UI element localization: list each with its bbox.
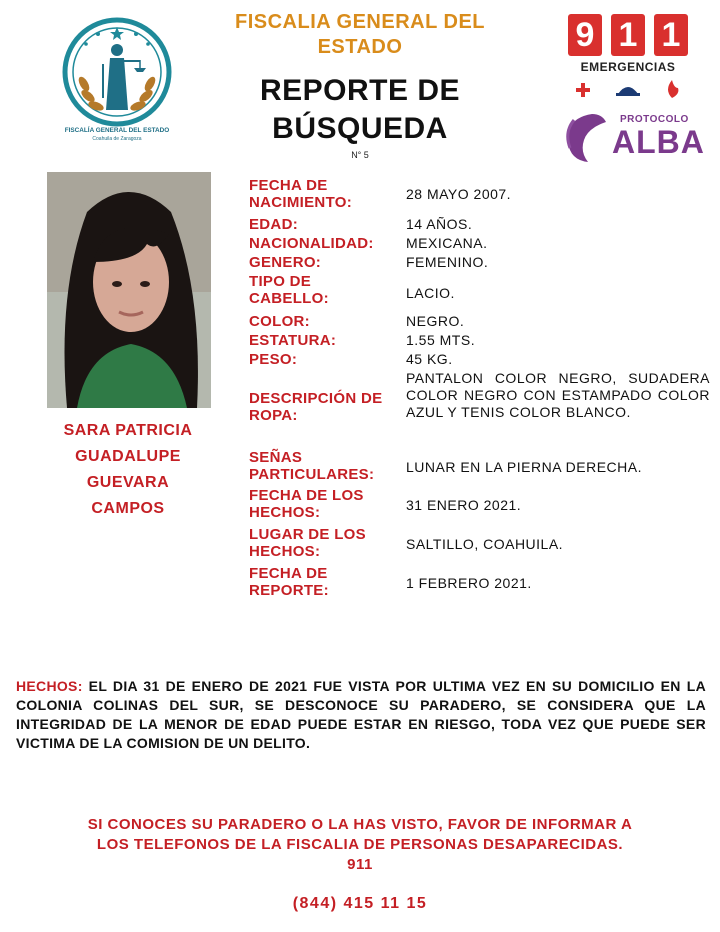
person-name — [30, 418, 226, 522]
detail-value-clothing: PANTALON COLOR NEGRO, SUDADERA COLOR NEGRO CON ESTAMPADO COLOR AZUL Y TENIS COLOR BLANCO. — [406, 370, 710, 420]
report-number: N° 5 — [351, 150, 369, 160]
detail-label-clothing: DESCRIPCIÓN DE ROPA: — [249, 390, 383, 424]
detail-value-age: 14 AÑOS. — [406, 216, 473, 232]
detail-label-report-date: FECHA DE REPORTE: — [249, 565, 329, 599]
detail-value-distinguishing-marks: LUNAR EN LA PIERNA DERECHA. — [406, 459, 643, 475]
detail-value-weight: 45 KG. — [406, 351, 453, 367]
police-cap-icon — [616, 87, 640, 96]
detail-label-event-date: FECHA DE LOS HECHOS: — [249, 487, 364, 521]
seal-text-bottom: Coahuila de Zaragoza — [92, 136, 142, 142]
detail-label-birthdate: FECHA DE NACIMIENTO: — [249, 177, 353, 211]
name-line: SARA PATRICIA — [63, 422, 193, 439]
medical-cross-icon — [576, 83, 590, 97]
report-title: REPORTE DE BÚSQUEDA — [259, 74, 461, 145]
detail-label-gender: GENERO: — [249, 254, 322, 271]
digit-1: 1 — [611, 14, 645, 56]
protocolo-alba-logo — [562, 110, 705, 166]
detail-label-weight: PESO: — [249, 351, 298, 368]
cta-line-3: 911 — [347, 856, 373, 873]
detail-value-nationality: MEXICANA. — [406, 235, 488, 251]
name-line: GUEVARA — [86, 474, 170, 491]
detail-label-age: EDAD: — [249, 216, 298, 233]
alba-face-icon — [562, 112, 612, 164]
emergency-services-icons — [568, 78, 688, 102]
detail-label-height: ESTATURA: — [249, 332, 337, 349]
detail-label-color: COLOR: — [249, 313, 310, 330]
detail-label-event-place: LUGAR DE LOS HECHOS: — [249, 526, 366, 560]
missing-person-photo — [47, 172, 211, 408]
organization-title: FISCALIA GENERAL DEL ESTADO — [234, 11, 485, 58]
seal-text-top: FISCALÍA GENERAL DEL ESTADO — [64, 127, 170, 134]
digit-9: 9 — [568, 14, 602, 56]
facts-paragraph — [16, 677, 706, 753]
detail-value-hair-type: LACIO. — [406, 285, 455, 301]
alba-name: ALBA — [612, 124, 705, 160]
detail-label-distinguishing-marks: SEÑAS PARTICULARES: — [249, 449, 375, 483]
detail-value-gender: FEMENINO. — [406, 254, 489, 270]
cta-line-2: LOS TELEFONOS DE LA FISCALIA DE PERSONAS DESAPARECIDAS. — [96, 836, 624, 853]
cta-line-1: SI CONOCES SU PARADERO O LA HAS VISTO, FAVOR DE INFORMAR A — [87, 816, 633, 833]
emergencias-911-logo — [568, 14, 688, 104]
detail-value-color: NEGRO. — [406, 313, 465, 329]
detail-label-hair-type: TIPO DE CABELLO: — [249, 273, 329, 307]
fiscalia-seal-logo — [58, 14, 176, 154]
detail-value-report-date: 1 FEBRERO 2021. — [406, 575, 532, 591]
fire-icon — [668, 80, 678, 98]
detail-label-nationality: NACIONALIDAD: — [249, 235, 374, 252]
detail-value-event-date: 31 ENERO 2021. — [406, 497, 522, 513]
detail-value-birthdate: 28 MAYO 2007. — [406, 186, 512, 202]
name-line: CAMPOS — [91, 500, 165, 517]
name-line: GUADALUPE — [75, 448, 181, 465]
detail-value-event-place: SALTILLO, COAHUILA. — [406, 536, 564, 552]
alba-protocol-label: PROTOCOLO — [620, 114, 689, 125]
contact-phone-number[interactable]: (844) 415 11 15 — [292, 895, 428, 912]
facts-text: EL DIA 31 DE ENERO DE 2021 FUE VISTA POR ULTIMA VEZ EN SU DOMICILIO EN LA COLONIA COLINAS DEL SUR, SE DESCONOCE SU PARADERO, SE CONSIDERA QUE LA INTEGRIDAD DE LA MENOR DE EDAD PUEDE ESTAR EN RIESGO, TODA VEZ QUE PUEDE SER VICTIMA DE LA COMISION DE UN DELITO. — [16, 678, 706, 751]
facts-label: HECHOS: — [16, 678, 83, 694]
emergencias-label: EMERGENCIAS — [580, 60, 676, 74]
detail-value-height: 1.55 MTS. — [406, 332, 476, 348]
call-to-action — [20, 815, 700, 875]
digit-1: 1 — [654, 14, 688, 56]
